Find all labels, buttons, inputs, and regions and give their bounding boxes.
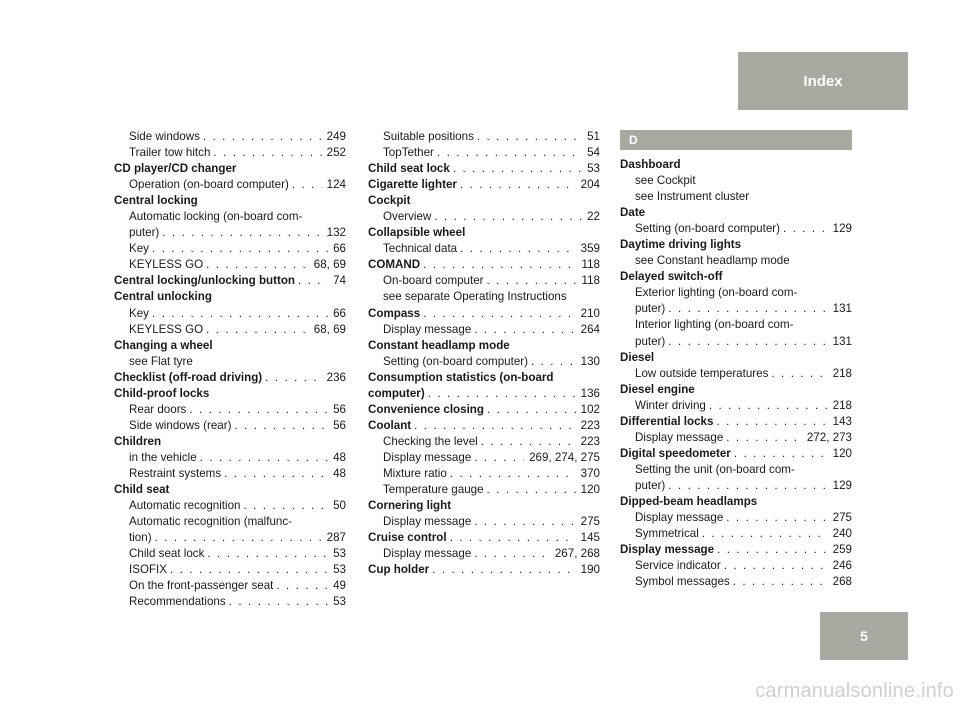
index-subentry: [620, 301, 852, 317]
dot-leader: [665, 334, 827, 350]
index-header-tab: [738, 52, 908, 110]
entry-text: Child seat: [114, 483, 170, 497]
page-number-tab: [820, 612, 908, 660]
page-reference: 53: [333, 595, 346, 609]
index-entry: [620, 157, 852, 173]
page-reference: 130: [580, 354, 600, 368]
index-entry: [620, 542, 852, 558]
entry-text: Key: [129, 242, 149, 256]
entry-text: Date: [620, 206, 646, 220]
page-reference: 240: [832, 527, 852, 541]
index-subentry: [114, 594, 346, 610]
page-reference: 272, 273: [806, 430, 852, 444]
dot-leader: [714, 542, 828, 558]
index-entry: [368, 402, 600, 418]
page-reference: 210: [580, 306, 600, 320]
dot-leader: [152, 530, 322, 546]
entry-text: see Cockpit: [635, 174, 696, 188]
index-entry: [620, 205, 852, 221]
page-reference: 275: [580, 515, 600, 529]
entry-text: Cigarette lighter: [368, 178, 457, 192]
entry-text: Automatic recognition: [129, 499, 241, 513]
page-reference: 359: [580, 242, 600, 256]
entry-text: Overview: [383, 210, 432, 224]
entry-text: Child seat lock: [129, 547, 205, 561]
index-subentry: [114, 209, 346, 225]
entry-text: Differential locks: [620, 414, 714, 428]
page-reference: 102: [580, 402, 600, 416]
index-entry: [368, 306, 600, 322]
index-subentry: [114, 241, 346, 257]
dot-leader: [203, 257, 309, 273]
entry-text: puter): [635, 478, 666, 492]
page-reference: 53: [333, 563, 346, 577]
page-number: 5: [860, 628, 868, 644]
entry-text: Coolant: [368, 418, 412, 432]
dot-leader: [457, 241, 576, 257]
index-entry: [368, 370, 600, 386]
index-entry: [368, 177, 600, 193]
entry-text: Central unlocking: [114, 290, 212, 304]
index-entry: [368, 193, 600, 209]
index-subentry: [114, 418, 346, 434]
index-subentry: [368, 466, 600, 482]
page-reference: 48: [333, 450, 346, 464]
page-reference: 68, 69: [313, 258, 346, 272]
entry-text: CD player/CD changer: [114, 162, 237, 176]
entry-text: ISOFIX: [129, 563, 168, 577]
dot-leader: [474, 129, 582, 145]
dot-leader: [210, 145, 321, 161]
entry-text: Display message: [383, 515, 472, 529]
index-subentry: [620, 462, 852, 478]
index-entry: [368, 161, 600, 177]
page-reference: 249: [326, 130, 346, 143]
page-reference: 223: [580, 434, 600, 448]
entry-text: computer): [368, 386, 425, 400]
index-subentry: [368, 434, 600, 450]
dot-leader: [665, 478, 827, 494]
dot-leader: [471, 322, 575, 338]
dot-leader: [420, 306, 575, 322]
page-reference: 131: [832, 302, 852, 316]
index-subentry: [368, 322, 600, 338]
page-reference: 56: [333, 418, 346, 432]
entry-text: Daytime driving lights: [620, 238, 742, 252]
index-subentry: [368, 273, 600, 289]
page-reference: 129: [832, 478, 852, 492]
dot-leader: [457, 177, 576, 193]
entry-text: Cruise control: [368, 531, 447, 545]
index-subentry: [114, 322, 346, 338]
page-reference: 275: [832, 511, 852, 525]
index-subentry: [114, 402, 346, 418]
page-reference: 68, 69: [313, 322, 346, 336]
page-reference: 53: [587, 162, 600, 176]
entry-text: Display message: [635, 511, 724, 525]
index-subentry: [620, 526, 852, 542]
index-subentry: [620, 317, 852, 333]
dot-leader: [484, 482, 576, 498]
page-reference: 51: [587, 130, 600, 143]
entry-text: Collapsible wheel: [368, 226, 466, 240]
dot-leader: [528, 354, 576, 370]
index-subentry: [114, 306, 346, 322]
dot-leader: [149, 241, 328, 257]
index-entry: [368, 530, 600, 546]
index-subentry: [620, 189, 852, 205]
page-reference: 252: [326, 146, 346, 160]
entry-text: Suitable positions: [383, 130, 474, 143]
dot-leader: [200, 129, 322, 145]
page-reference: 267, 268: [554, 547, 600, 561]
dot-leader: [289, 177, 322, 193]
page-reference: 264: [580, 322, 600, 336]
entry-text: Checklist (off-road driving): [114, 370, 263, 384]
entry-text: Temperature gauge: [383, 483, 484, 497]
entry-text: Recommendations: [129, 595, 226, 609]
dot-leader: [484, 402, 576, 418]
page-reference: 132: [326, 226, 346, 240]
index-subentry: [620, 334, 852, 350]
entry-text: Diesel engine: [620, 382, 695, 396]
index-entry: [114, 161, 346, 177]
entry-text: Interior lighting (on-board com-: [635, 318, 794, 332]
dot-leader: [425, 386, 576, 402]
entry-text: Dashboard: [620, 158, 681, 171]
page-reference: 218: [832, 398, 852, 412]
index-entry: [114, 193, 346, 209]
entry-text: KEYLESS GO: [129, 322, 204, 336]
dot-leader: [780, 221, 828, 237]
entry-text: Changing a wheel: [114, 338, 213, 352]
page-reference: 223: [580, 418, 600, 432]
entry-text: Exterior lighting (on-board com-: [635, 286, 798, 300]
page-reference: 136: [580, 386, 600, 400]
entry-text: see Flat tyre: [129, 354, 193, 368]
page-reference: 246: [832, 559, 852, 573]
dot-leader: [434, 145, 582, 161]
page-reference: 259: [832, 543, 852, 557]
entry-text: Compass: [368, 306, 421, 320]
index-entry: [114, 273, 346, 289]
dot-leader: [420, 257, 576, 273]
entry-text: puter): [129, 226, 160, 240]
dot-leader: [723, 510, 827, 526]
dot-leader: [713, 414, 827, 430]
entry-text: Display message: [383, 547, 472, 561]
index-subentry: [114, 177, 346, 193]
dot-leader: [204, 546, 328, 562]
index-subentry: [368, 145, 600, 161]
section-letter: D: [629, 132, 638, 147]
page-reference: 48: [333, 466, 346, 480]
index-subentry: [620, 510, 852, 526]
index-entry: [620, 494, 852, 510]
page-reference: 50: [333, 499, 346, 513]
index-subentry: [114, 450, 346, 466]
entry-text: TopTether: [383, 146, 434, 160]
page-reference: 287: [326, 531, 346, 545]
dot-leader: [295, 273, 328, 289]
index-subentry: [368, 241, 600, 257]
entry-text: Cockpit: [368, 194, 411, 208]
entry-text: Operation (on-board computer): [129, 178, 289, 192]
index-entry: [620, 350, 852, 366]
entry-text: Automatic recognition (malfunc-: [129, 515, 293, 529]
index-subentry: [620, 366, 852, 382]
dot-leader: [721, 558, 828, 574]
index-entry: [114, 370, 346, 386]
index-entry: [368, 225, 600, 241]
entry-text: Winter driving: [635, 398, 706, 412]
index-entry: [114, 386, 346, 402]
index-entry: [620, 414, 852, 430]
index-subentry: [114, 225, 346, 241]
index-subentry: [368, 450, 600, 466]
dot-leader: [159, 225, 321, 241]
index-subentry: [620, 253, 852, 269]
index-subentry: [114, 562, 346, 578]
entry-text: Side windows: [129, 130, 200, 143]
entry-text: Consumption statistics (on-board: [368, 370, 554, 384]
entry-text: KEYLESS GO: [129, 258, 204, 272]
entry-text: see Instrument cluster: [635, 190, 750, 204]
index-column-1: [114, 129, 346, 610]
entry-text: On-board computer: [383, 274, 484, 288]
entry-text: Display message: [383, 450, 472, 464]
dot-leader: [484, 273, 577, 289]
dot-leader: [186, 402, 328, 418]
page-reference: 145: [580, 531, 600, 545]
page-reference: 124: [326, 178, 346, 192]
index-subentry: [368, 482, 600, 498]
entry-text: Constant headlamp mode: [368, 338, 510, 352]
dot-leader: [731, 446, 828, 462]
entry-text: COMAND: [368, 258, 421, 272]
dot-leader: [471, 450, 524, 466]
index-subentry: [620, 398, 852, 414]
index-subentry: [114, 546, 346, 562]
page-reference: 22: [587, 210, 600, 224]
index-subentry: [620, 173, 852, 189]
dot-leader: [665, 301, 827, 317]
index-subentry: [114, 578, 346, 594]
entry-text: Technical data: [383, 242, 458, 256]
entry-text: Side windows (rear): [129, 418, 232, 432]
dot-leader: [447, 530, 576, 546]
page-reference: 118: [581, 274, 600, 288]
dot-leader: [149, 306, 328, 322]
dot-leader: [471, 546, 550, 562]
index-entry: [620, 446, 852, 462]
entry-text: Display message: [620, 543, 715, 557]
entry-text: Cornering light: [368, 499, 452, 513]
index-subentry: [620, 558, 852, 574]
dot-leader: [262, 370, 322, 386]
entry-text: see Constant headlamp mode: [635, 254, 790, 268]
index-column-3: [620, 129, 852, 590]
page-reference: 190: [580, 563, 600, 577]
index-subentry: [620, 574, 852, 590]
entry-text: Child-proof locks: [114, 386, 210, 400]
index-title: Index: [803, 72, 843, 90]
dot-leader: [273, 578, 328, 594]
page-reference: 204: [580, 178, 600, 192]
page-reference: 66: [333, 242, 346, 256]
dot-leader: [447, 466, 576, 482]
dot-leader: [730, 574, 828, 590]
entry-text: Mixture ratio: [383, 466, 447, 480]
dot-leader: [231, 418, 328, 434]
entry-text: Automatic locking (on-board com-: [129, 210, 303, 224]
dot-leader: [450, 161, 582, 177]
entry-text: Rear doors: [129, 402, 187, 416]
page-reference: 131: [832, 334, 852, 348]
index-entry: [620, 269, 852, 285]
page-reference: 56: [333, 402, 346, 416]
entry-text: Dipped-beam headlamps: [620, 494, 758, 508]
index-subentry: [114, 498, 346, 514]
entry-text: Trailer tow hitch: [129, 146, 211, 160]
dot-leader: [411, 418, 576, 434]
index-entry: [114, 289, 346, 305]
index-subentry: [114, 257, 346, 273]
entry-text: Cup holder: [368, 563, 430, 577]
index-entry: [368, 498, 600, 514]
dot-leader: [768, 366, 827, 382]
index-subentry: [620, 221, 852, 237]
index-entry: [114, 338, 346, 354]
entry-text: Convenience closing: [368, 402, 484, 416]
entry-text: puter): [635, 302, 666, 316]
index-subentry: [114, 145, 346, 161]
index-entry: [114, 434, 346, 450]
entry-text: Low outside temperatures: [635, 366, 769, 380]
watermark: carmanualsonline.info: [755, 680, 954, 702]
page-reference: 74: [333, 274, 346, 288]
page-reference: 268: [832, 575, 852, 589]
entry-text: On the front-passenger seat: [129, 579, 274, 593]
page-reference: 118: [581, 258, 600, 272]
index-subentry: [620, 478, 852, 494]
dot-leader: [471, 514, 575, 530]
index-subentry: [368, 129, 600, 145]
dot-leader: [197, 450, 328, 466]
dot-leader: [429, 562, 575, 578]
index-entry: [368, 562, 600, 578]
index-subentry: [114, 514, 346, 530]
index-subentry: [368, 546, 600, 562]
entry-text: Restraint systems: [129, 466, 222, 480]
index-subentry: [368, 354, 600, 370]
dot-leader: [723, 430, 802, 446]
entry-text: Central locking: [114, 194, 198, 208]
entry-text: Central locking/unlocking button: [114, 274, 295, 288]
entry-text: Checking the level: [383, 434, 478, 448]
entry-text: see separate Operating Instructions: [383, 290, 567, 304]
entry-text: Diesel: [620, 350, 655, 364]
index-subentry: [114, 129, 346, 145]
entry-text: Display message: [383, 322, 472, 336]
page-reference: 120: [580, 483, 600, 497]
entry-text: Children: [114, 434, 162, 448]
index-subentry: [368, 289, 600, 305]
index-subentry: [620, 430, 852, 446]
index-entry: [114, 482, 346, 498]
page-reference: 370: [580, 466, 600, 480]
section-letter-bar: [620, 130, 852, 150]
index-entry: [368, 418, 600, 434]
dot-leader: [221, 466, 328, 482]
entry-text: Display message: [635, 430, 724, 444]
page-reference: 269, 274, 275: [529, 450, 600, 464]
page-reference: 236: [326, 370, 346, 384]
entry-text: Symmetrical: [635, 527, 699, 541]
entry-text: tion): [129, 531, 152, 545]
page-reference: 53: [333, 547, 346, 561]
index-entry: [620, 237, 852, 253]
dot-leader: [226, 594, 328, 610]
index-entry: [368, 257, 600, 273]
index-subentry: [620, 285, 852, 301]
page-reference: 49: [333, 579, 346, 593]
index-subentry: [114, 354, 346, 370]
dot-leader: [167, 562, 328, 578]
index-subentry: [368, 514, 600, 530]
entry-text: Key: [129, 306, 149, 320]
index-entry: [620, 382, 852, 398]
dot-leader: [478, 434, 576, 450]
entry-text: puter): [635, 334, 666, 348]
index-entry: [368, 338, 600, 354]
dot-leader: [431, 209, 582, 225]
page-reference: 218: [832, 366, 852, 380]
page-reference: 66: [333, 306, 346, 320]
page-reference: 143: [832, 414, 852, 428]
entry-text: Setting (on-board computer): [635, 222, 780, 236]
index-subentry: [368, 209, 600, 225]
entry-text: Setting (on-board computer): [383, 354, 528, 368]
entry-text: Setting the unit (on-board com-: [635, 462, 795, 476]
entry-text: Child seat lock: [368, 162, 450, 176]
entry-text: Symbol messages: [635, 575, 730, 589]
dot-leader: [241, 498, 329, 514]
index-subentry: [114, 530, 346, 546]
index-entry: [368, 386, 600, 402]
entry-text: in the vehicle: [129, 450, 197, 464]
page-reference: 129: [832, 222, 852, 236]
dot-leader: [203, 322, 309, 338]
dot-leader: [706, 398, 828, 414]
dot-leader: [699, 526, 828, 542]
entry-text: Delayed switch-off: [620, 270, 723, 284]
entry-text: Service indicator: [635, 559, 721, 573]
index-subentry: [114, 466, 346, 482]
index-column-2: [368, 129, 600, 578]
page-reference: 54: [587, 146, 600, 160]
entry-text: Digital speedometer: [620, 446, 731, 460]
page-reference: 120: [832, 446, 852, 460]
